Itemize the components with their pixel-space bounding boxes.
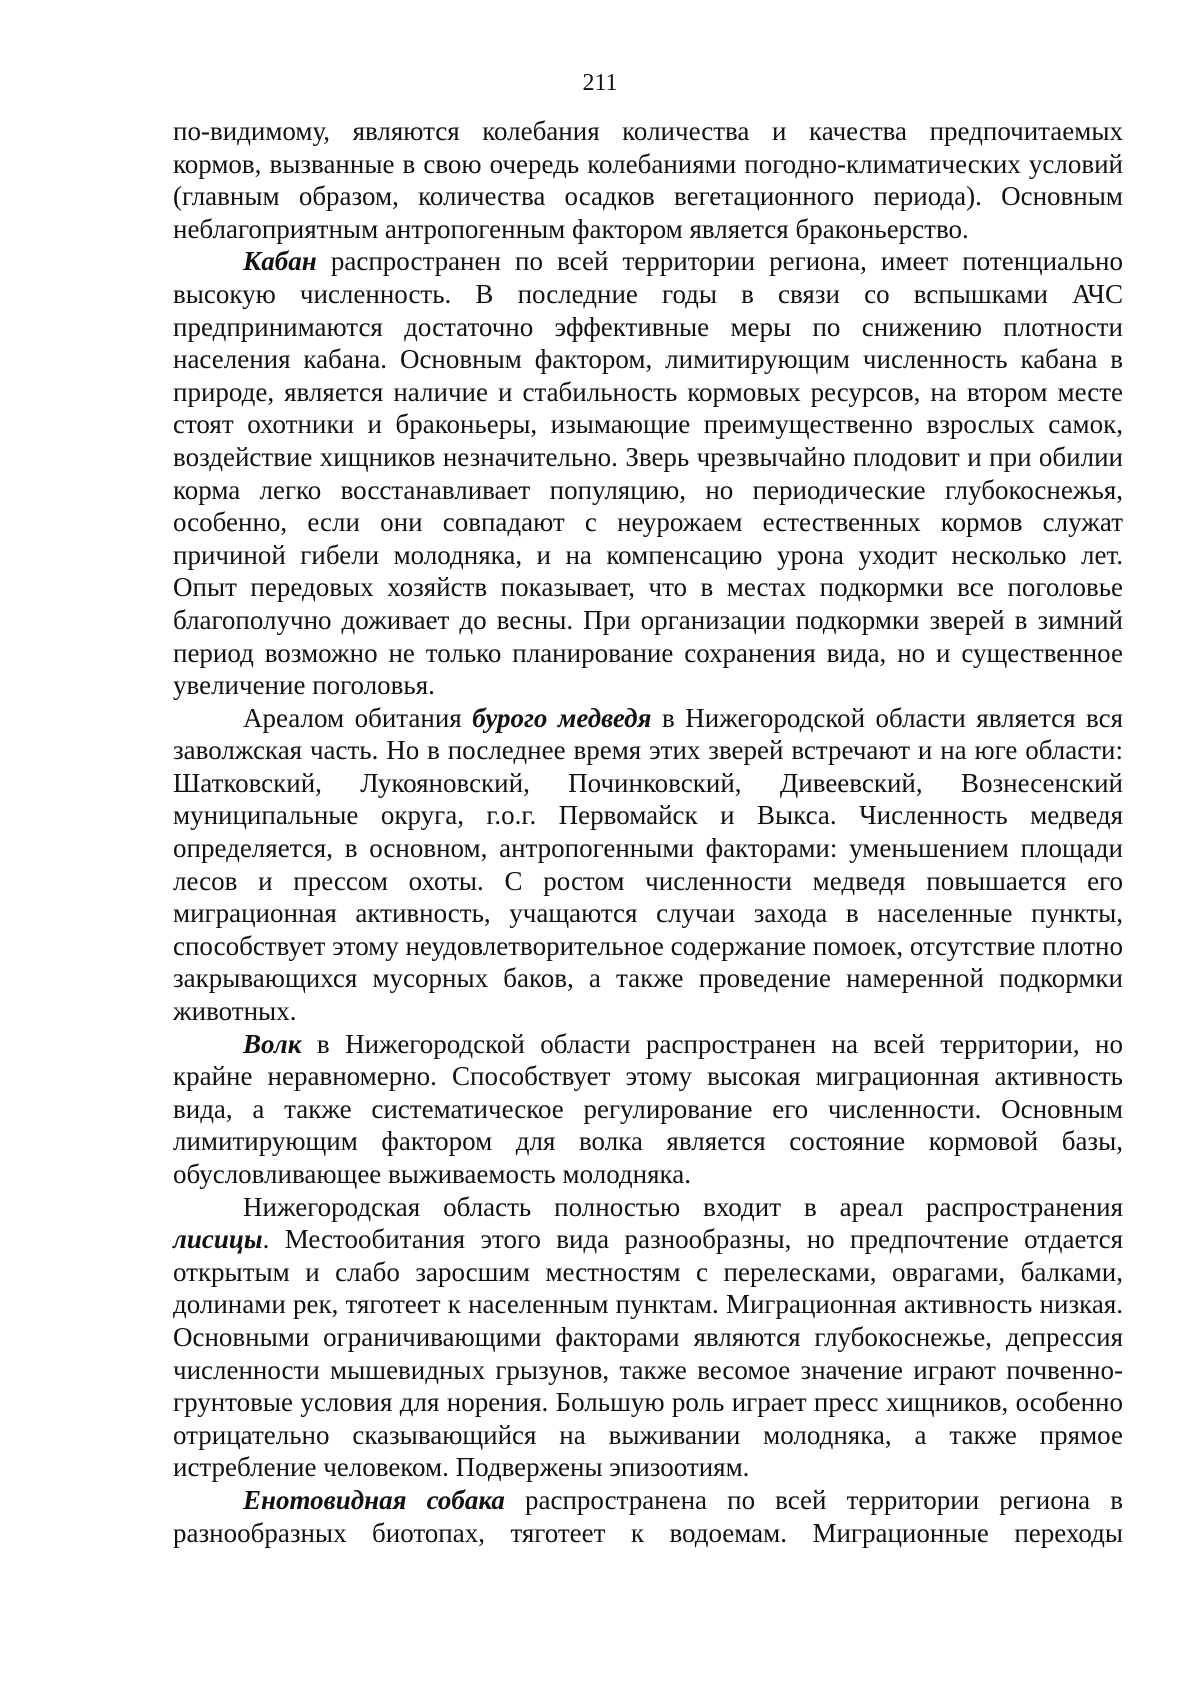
page-number: 211 xyxy=(582,70,618,96)
paragraph-text-after: в Нижегородской области является вся заволжская часть. Но в последнее время этих зверей встречают и на юге области: Шатковский, Лукояновский, Починковский, Дивеевский, Вознесенский муниципальные округа, г.о.г. Первомайск и Выкса. Численность медведя определяется, в основном, антропогенными факторами: уменьшением площади лесов и прессом охоты. С ростом численности медведя повышается его миграционная активность, учащаются случаи захода в населенные пункты, способствует этому неудовлетворительное содержание помоек, отсутствие плотно закрывающихся мусорных баков, а также проведение намеренной подкормки животных. xyxy=(173,702,1123,1027)
species-name-boar: Кабан xyxy=(243,246,317,277)
species-name-raccoon-dog: Енотовидная собака xyxy=(243,1484,505,1515)
species-name-fox: лисицы xyxy=(173,1224,263,1255)
species-name-wolf: Волк xyxy=(243,1028,302,1059)
paragraph-text-after: распространен по всей территории региона, имеет потенциально высокую численность. В последние годы в связи со вспышками АЧС предпринимаются достаточно эффективные меры по снижению плотности населения кабана. Основным фактором, лимитирующим численность кабана в природе, является наличие и стабильность кормовых ресурсов, на втором месте стоят охотники и браконьеры, изымающие преимущественно взрослых самок, воздействие хищников незначительно. Зверь чрезвычайно плодовит и при обилии корма легко восстанавливает популяцию, но периодические глубокоснежья, особенно, если они совпадают с неурожаем естественных кормов служат причиной гибели молодняка, и на компенсацию урона уходит несколько лет. Опыт передовых хозяйств показывает, что в местах подкормки все поголовье благополучно доживает до весны. При организации подкормки зверей в зимний период возможно не только планирование сохранения вида, но и существенное увеличение поголовья. xyxy=(173,246,1123,701)
paragraph-text-after: . Местообитания этого вида разнообразны, но предпочтение отдается открытым и слабо заросшим местностям с перелесками, оврагами, балками, долинами рек, тяготеет к населенным пунктам. Миграционная активность низкая. Основными ограничивающими факторами являются глубокоснежье, депрессия численности мышевидных грызунов, также весомое значение играют почвенно-грунтовые условия для норения. Большую роль играет пресс хищников, особенно отрицательно сказывающийся на выживании молодняка, а также прямое истребление человеком. Подвержены эпизоотиям. xyxy=(173,1224,1123,1483)
paragraph-boar xyxy=(173,245,1123,701)
paragraph-text-after: в Нижегородской области распространен на всей территории, но крайне неравномерно. Способствует этому высокая миграционная активность вида, а также систематическое регулирование его численности. Основным лимитирующим фактором для волка является состояние кормовой базы, обусловливающее выживаемость молодняка. xyxy=(173,1028,1123,1189)
paragraph-text-after: распространена по всей территории региона в разнообразных биотопах, тяготеет к водоемам. Миграционные переходы xyxy=(173,1484,1123,1548)
paragraph-poaching xyxy=(173,115,1123,245)
paragraph-brown-bear xyxy=(173,702,1123,1028)
paragraph-raccoon-dog xyxy=(173,1484,1123,1549)
species-name-brown-bear: бурого медведя xyxy=(472,702,652,733)
text-body xyxy=(173,115,1123,1549)
paragraph-fox xyxy=(173,1191,1123,1484)
paragraph-text: по-видимому, являются колебания количества и качества предпочитаемых кормов, вызванные в свою очередь колебаниями погодно-климатических условий (главным образом, количества осадков вегетационного периода). Основным неблагоприятным антропогенным фактором является браконьерство. xyxy=(173,116,1123,244)
paragraph-wolf xyxy=(173,1028,1123,1191)
paragraph-text-before: Ареалом обитания xyxy=(243,702,473,733)
paragraph-text-before: Нижегородская область полностью входит в ареал распространения xyxy=(243,1191,1123,1222)
